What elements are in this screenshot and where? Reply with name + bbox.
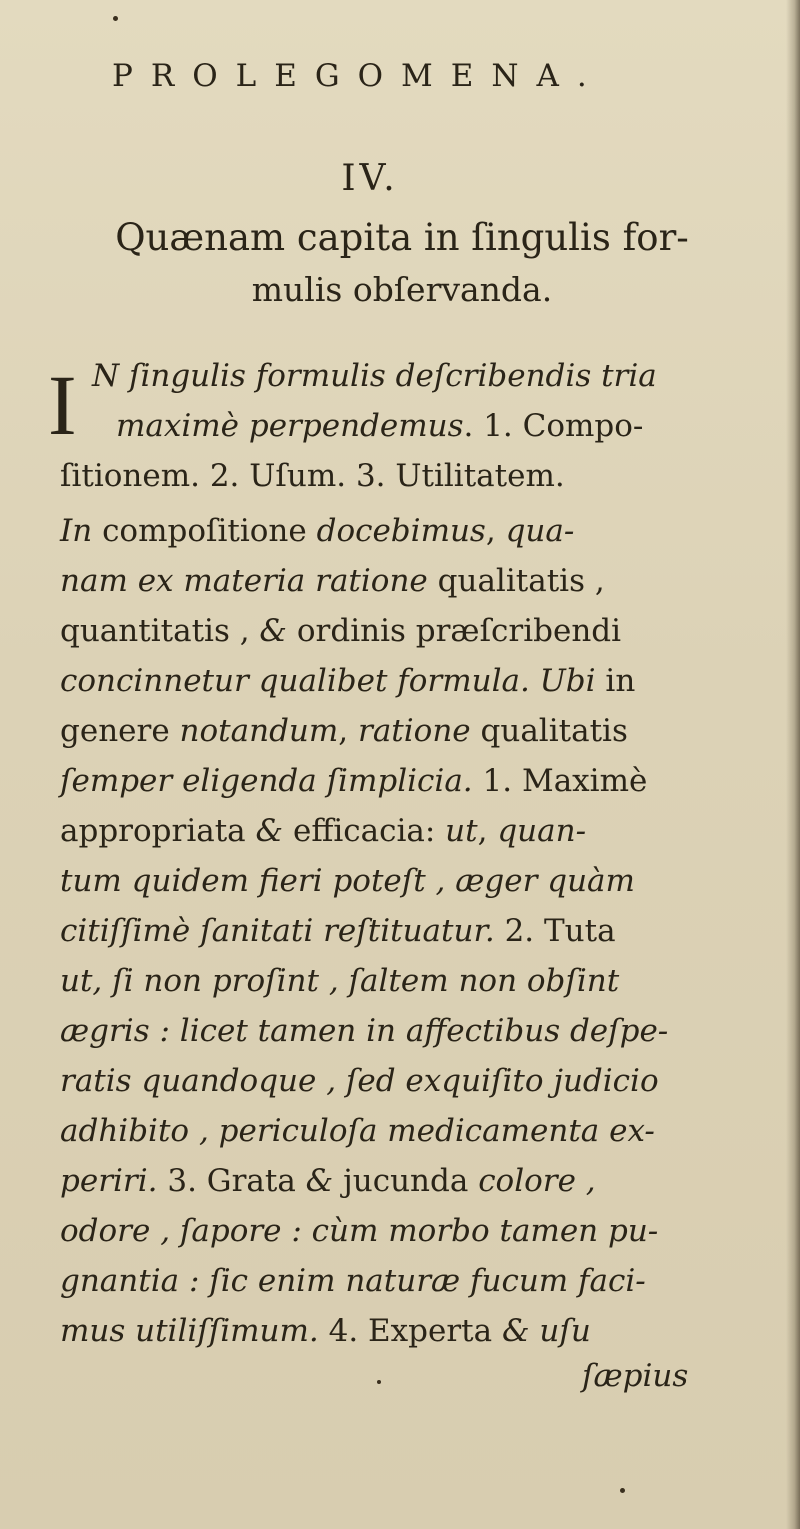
italic-run: ut, ſi non proſint , ſaltem non obſint bbox=[60, 963, 620, 999]
running-head: PROLEGOMENA. bbox=[112, 58, 605, 94]
italic-run: & bbox=[259, 613, 288, 649]
section-number: IV. bbox=[341, 158, 399, 199]
italic-run: ratione bbox=[358, 713, 471, 749]
roman-run: qualitatis bbox=[470, 713, 628, 749]
page-edge-shadow bbox=[786, 0, 800, 1529]
italic-run: mus utiliſſimum. bbox=[60, 1313, 319, 1349]
section-title bbox=[52, 212, 752, 316]
body-line bbox=[60, 1057, 659, 1105]
roman-run: ordinis præſcribendi bbox=[287, 613, 622, 649]
roman-run: quantitatis , bbox=[60, 613, 260, 649]
roman-run: , bbox=[477, 813, 498, 849]
roman-run: appropriata bbox=[60, 813, 256, 849]
section-title-line-2: mulis obſervanda. bbox=[251, 270, 553, 309]
body-line bbox=[60, 757, 647, 805]
body-line bbox=[60, 957, 619, 1005]
italic-run: odore , ſapore : cùm morbo tamen pu- bbox=[60, 1213, 659, 1249]
italic-run: qua- bbox=[505, 513, 575, 549]
italic-run: ratis quandoque , ſed exquiſito judicio bbox=[60, 1063, 659, 1099]
body-line bbox=[60, 657, 635, 705]
italic-run: adhibito , periculoſa medicamenta ex- bbox=[60, 1113, 655, 1149]
section-title-line-1: Quænam capita in ſingulis for- bbox=[115, 216, 689, 259]
body-line bbox=[60, 607, 621, 655]
ink-speck bbox=[620, 1488, 625, 1493]
body-line bbox=[60, 907, 616, 955]
roman-run: compoſitione bbox=[92, 513, 317, 549]
italic-run: In bbox=[60, 513, 93, 549]
roman-run: efficacia: bbox=[283, 813, 446, 849]
roman-run: . 1. Compo- bbox=[463, 408, 644, 444]
italic-run: uſu bbox=[529, 1313, 591, 1349]
body-line bbox=[60, 1007, 668, 1055]
roman-run: 1. Maximè bbox=[472, 763, 648, 799]
italic-run: & bbox=[501, 1313, 530, 1349]
italic-run: ut bbox=[445, 813, 478, 849]
roman-run: , bbox=[485, 513, 506, 549]
roman-run: 4. Experta bbox=[318, 1313, 502, 1349]
italic-run: colore , bbox=[478, 1163, 596, 1199]
roman-run: 2. Tuta bbox=[494, 913, 616, 949]
body-line bbox=[60, 452, 565, 500]
roman-run: in bbox=[595, 663, 636, 699]
body-line bbox=[60, 807, 586, 855]
italic-run: quan- bbox=[497, 813, 587, 849]
italic-run: & bbox=[255, 813, 284, 849]
ink-speck bbox=[377, 1380, 381, 1384]
body-line bbox=[116, 402, 643, 450]
italic-run: notandum bbox=[179, 713, 339, 749]
drop-cap: I bbox=[48, 357, 77, 453]
body-line bbox=[60, 1157, 596, 1205]
italic-run: nam ex materia ratione bbox=[60, 563, 428, 599]
body-line bbox=[60, 1307, 591, 1355]
italic-run: tum quidem fieri poteſt , æger quàm bbox=[60, 863, 635, 899]
body-line bbox=[60, 857, 635, 905]
italic-run: & bbox=[305, 1163, 334, 1199]
italic-run: N bbox=[92, 358, 129, 394]
roman-run: qualitatis , bbox=[427, 563, 605, 599]
italic-run: maximè perpendemus bbox=[116, 408, 464, 444]
italic-run: ſemper eligenda ſimplicia. bbox=[60, 763, 473, 799]
italic-run: periri. bbox=[60, 1163, 158, 1199]
ink-speck bbox=[113, 16, 118, 21]
roman-run: genere bbox=[60, 713, 180, 749]
italic-run: docebimus bbox=[316, 513, 486, 549]
body-line bbox=[60, 1257, 646, 1305]
body-line bbox=[60, 1207, 658, 1255]
body-line bbox=[92, 352, 657, 400]
catchword: ſæpius bbox=[582, 1358, 689, 1394]
italic-run: ægris : licet tamen in affectibus deſpe- bbox=[60, 1013, 669, 1049]
roman-run: jucunda bbox=[333, 1163, 479, 1199]
body-line bbox=[60, 1107, 655, 1155]
italic-run: citiſſimè ſanitati reſtituatur. bbox=[60, 913, 495, 949]
body-line bbox=[60, 507, 574, 555]
roman-run: ſitionem. 2. Uſum. 3. Utilitatem. bbox=[60, 458, 565, 494]
roman-run: 3. Grata bbox=[157, 1163, 306, 1199]
body-line bbox=[60, 707, 628, 755]
italic-run: concinnetur qualibet formula. Ubi bbox=[60, 663, 596, 699]
italic-run: ſingulis formulis deſcribendis tria bbox=[128, 358, 657, 394]
roman-run: , bbox=[338, 713, 358, 749]
body-line bbox=[60, 557, 605, 605]
italic-run: gnantia : ſic enim naturæ fucum faci- bbox=[60, 1263, 646, 1299]
